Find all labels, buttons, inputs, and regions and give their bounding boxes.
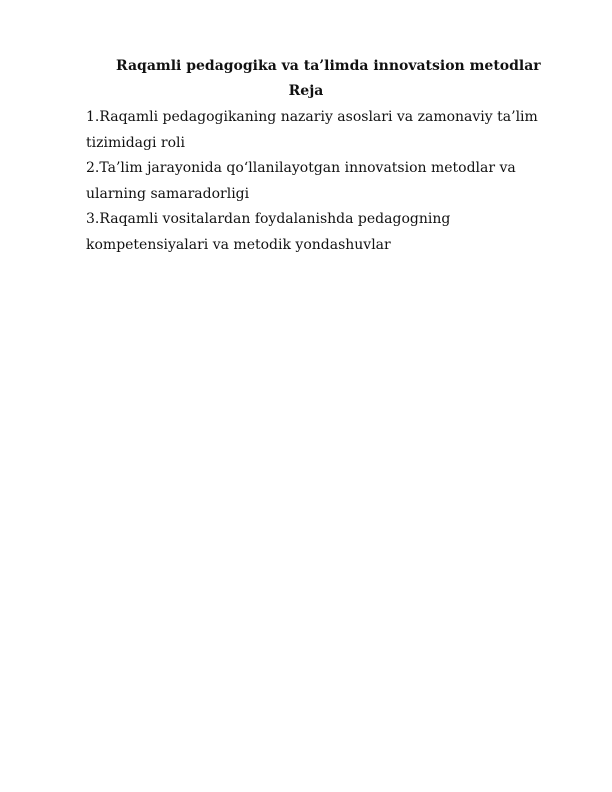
plan-item-3 [86, 207, 546, 258]
document-title: Raqamli pedagogika va ta’limda innovatsion metodlar [116, 58, 541, 74]
plan-item-1-line-2: tizimidagi roli [86, 134, 185, 151]
plan-item-2 [86, 156, 546, 207]
plan-item-2-line-1: 2.Ta’lim jarayonida qo‘llanilayotgan innovatsion metodlar va [86, 160, 516, 176]
plan-item-1 [86, 105, 546, 156]
plan-list [86, 105, 546, 258]
plan-item-1-line-1: 1.Raqamli pedagogikaning nazariy asoslari va zamonaviy ta’lim [86, 109, 538, 125]
plan-heading: Reja [288, 83, 324, 99]
plan-item-3-line-1: 3.Raqamli vositalardan foydalanishda pedagogning [86, 211, 451, 227]
plan-item-2-line-2: ularning samaradorligi [86, 185, 250, 202]
plan-item-3-line-2: kompetensiyalari va metodik yondashuvlar [86, 236, 391, 253]
